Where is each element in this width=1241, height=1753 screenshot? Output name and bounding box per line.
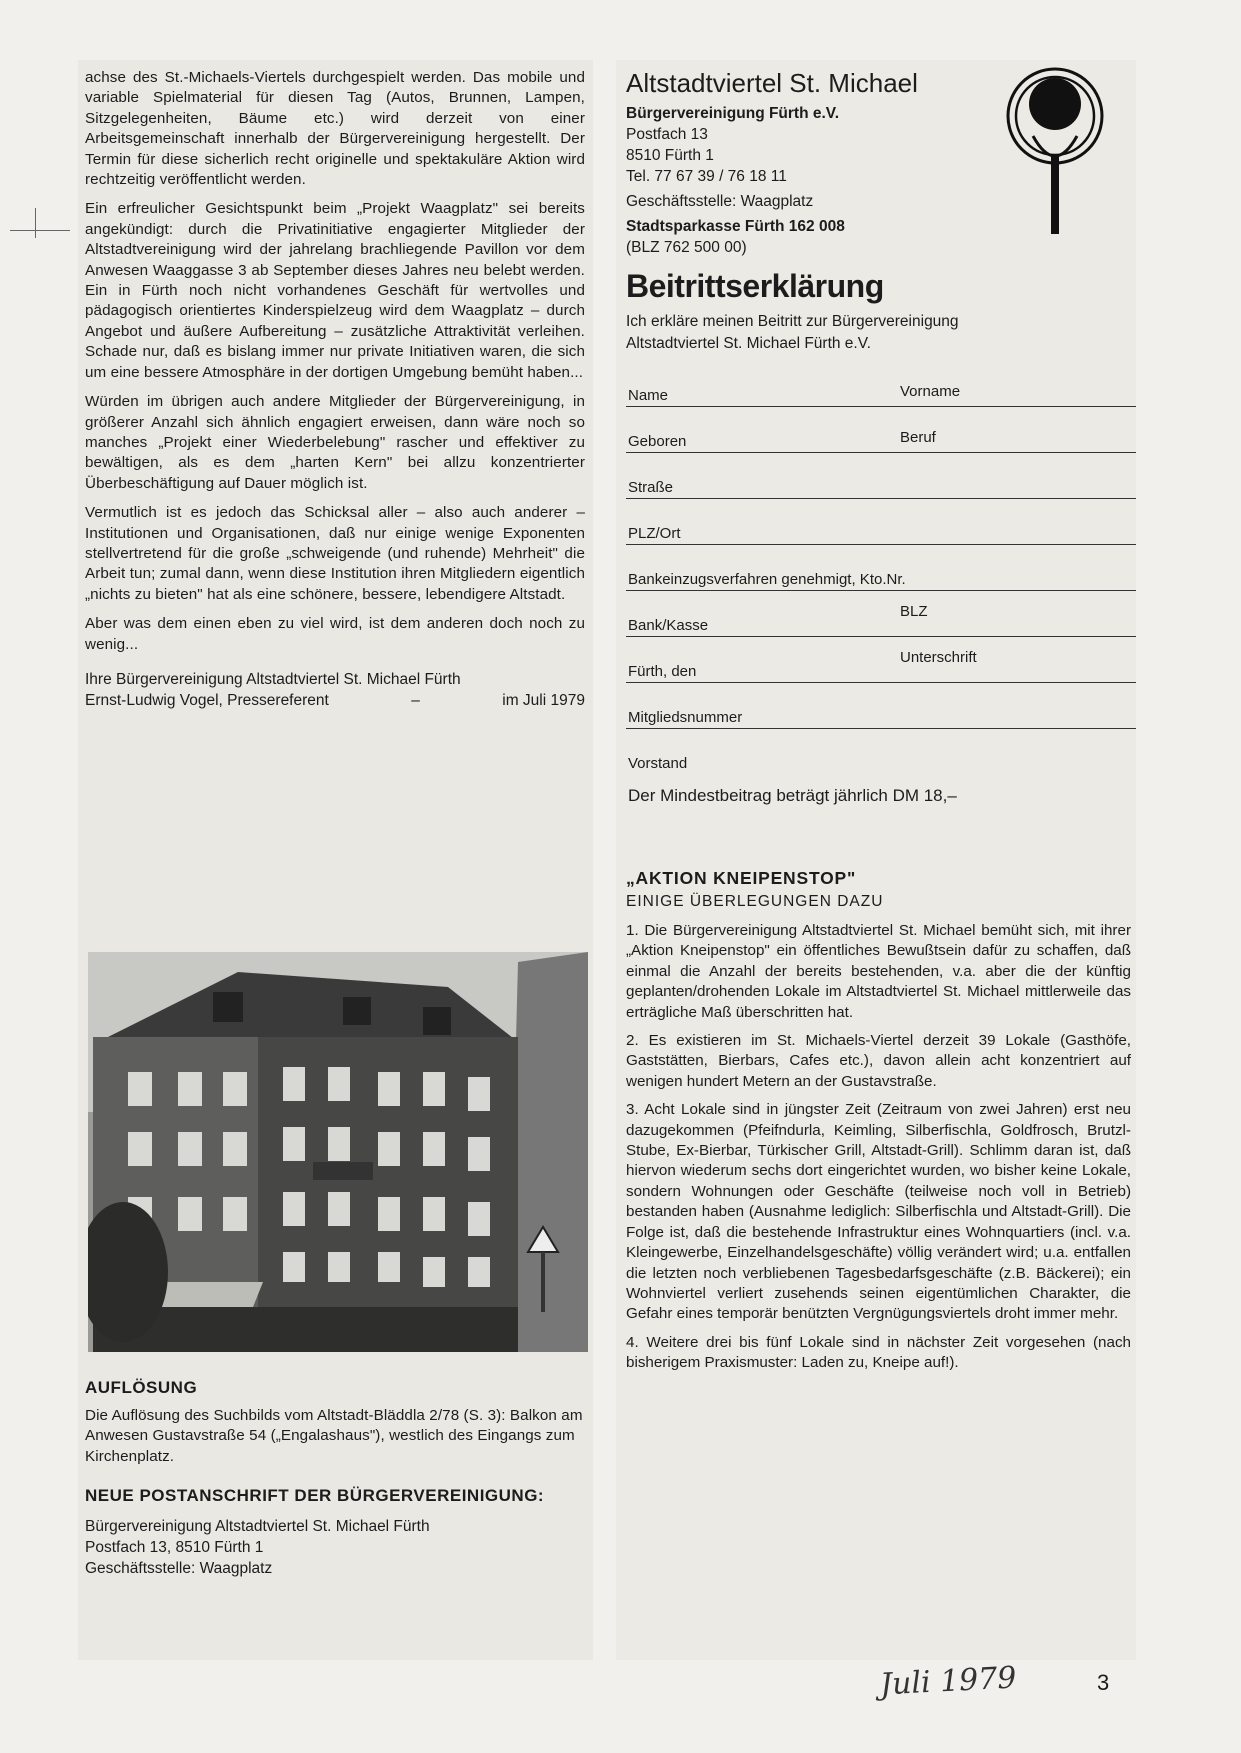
left-paragraph-2: Ein erfreulicher Gesichtspunkt beim „Projekt Waagplatz" sei bereits angekündigt: durch die Privatinitiative engagierter Mitglieder der Altstadtvereinigung wird der jahrelang brachliegende Pavillon vor dem Anwesen Waaggasse 3 ab September dieses Jahres neu belebt werden. Ein in Fürth noch nicht vorhandenes Geschäft für wertvolles und pädagogisch orientiertes Kinderspielzeug wird dem Waagplatz – durch Angebot und äußere Aufbereitung – zusätzliche Attraktivität verleihen. Schade nur, daß es bislang immer nur private Initiativen waren, die sich um eine bessere Atmosphäre in der dortigen Umgebung bemüht haben... — [85, 200, 585, 381]
left-paragraph-1: achse des St.-Michaels-Viertels durchgespielt werden. Das mobile und variable Spielmaterial für diesen Tag (Autos, Brunnen, Lampen, Sitzgelegenheiten, Bäume etc.) wird derzeit von einer Arbeitsgemeinschaft innerhalb der Bürgervereinigung hergestellt. Der Termin für diese sicherlich recht originelle und spektakuläre Aktion wird rechtzeitig veröffentlicht werden. — [85, 69, 585, 189]
form-label: BLZ — [900, 603, 928, 620]
aufloesung-title: AUFLÖSUNG — [85, 1378, 198, 1397]
form-row-vorstand[interactable] — [626, 729, 1136, 774]
form-row-strasse[interactable] — [626, 453, 1136, 499]
org-blz: (BLZ 762 500 00) — [626, 239, 747, 256]
org-address-line: Postfach 13 — [626, 126, 708, 143]
left-column — [85, 68, 585, 711]
signature-dash: – — [411, 691, 420, 709]
beitritt-declaration-2: Altstadtviertel St. Michael Fürth e.V. — [626, 335, 871, 352]
signature-date: im Juli 1979 — [502, 691, 585, 709]
aktion-paragraph-3: 3. Acht Lokale sind in jüngster Zeit (Zeitraum von zwei Jahren) erst neu dazugekommen (Pfeifndurla, Keimling, Silberfischla, Goldfrosch, Brutzl-Stube, Ex-Bierbar, Türkischer Grill, Altstadt-Grill). Schlimm daran ist, daß hiervon wiederum sechs dort eingerichtet wurden, wo bisher keine Lokale, sondern Wohnungen oder Geschäfte (teilweise noch voll in Betrieb) bestanden haben (Ausnahme lediglich: Silberfischla und Altstadt-Grill). Die Folge ist, daß die bestehende Infrastruktur eines Wohnquartiers (incl. v.a. Kleingewerbe, Einzelhandelsgeschäfte) völlig verändert wird; u.a. entfallen die letzten noch verbliebenen Tagesbedarfsgeschäfte (z.B. Bäckerei); ein Wohnviertel verliert zusehends seinen eigentümlichen Charakter, die Gefahr eines temporär benützten Vergnügungsviertels droht immer mehr. — [626, 1101, 1131, 1323]
org-office: Geschäftsstelle: Waagplatz — [626, 193, 814, 210]
org-title: Altstadtviertel St. Michael — [626, 68, 918, 98]
aktion-paragraph-4: 4. Weitere drei bis fünf Lokale sind in nächster Zeit vorgesehen (nach bisherigem Praxismuster: Laden zu, Kneipe auf!). — [626, 1333, 1131, 1372]
beitritt-title: Beitrittserklärung — [626, 268, 884, 304]
postanschrift-title: NEUE POSTANSCHRIFT DER BÜRGERVEREINIGUNG: — [85, 1486, 545, 1506]
form-row-name[interactable] — [626, 361, 1136, 407]
page-number: 3 — [1097, 1670, 1110, 1695]
aktion-subtitle: EINIGE ÜBERLEGUNGEN DAZU — [626, 893, 884, 910]
form-label: Vorname — [900, 383, 961, 400]
left-paragraph-4: Vermutlich ist es jedoch das Schicksal aller – also auch anderer – Institutionen und Organisationen, daß nur einige wenige Exponenten stellvertretend für die große „schweigende (und ruhende) Mehrheit" die Arbeit tun; zumal dann, wenn diese Institution ihren Mitgliedern eigentlich „nichts zu bieten" hat als eine schönere, bessere, lebendigere Altstadt. — [85, 504, 585, 603]
beitritt-form — [626, 361, 1136, 774]
left-paragraph-3: Würden im übrigen auch andere Mitglieder der Bürgervereinigung, in größerer Anzahl sich ähnlich engagiert erweisen, dann wäre noch so manches „Projekt einer Wiederbelebung" rascher und effektiver zu bewältigen, als es dem „harten Kern" bei allzu konzentrierter Überbeschäftigung auf Dauer möglich ist. — [85, 393, 585, 492]
aktion-paragraph-2: 2. Es existieren im St. Michaels-Viertel derzeit 39 Lokale (Gasthöfe, Gaststätten, Bierbars, Cafes etc.), davon allein acht konzentriert auf wenigen hundert Metern an der Gustavstraße. — [626, 1032, 1131, 1090]
form-label: Bank/Kasse — [628, 617, 709, 634]
form-label: Geboren — [628, 433, 687, 450]
beitritt-declaration-1: Ich erkläre meinen Beitritt zur Bürgervereinigung — [626, 313, 959, 330]
org-logo — [993, 66, 1118, 236]
form-label: Mitgliedsnummer — [628, 709, 743, 726]
signature-line-2 — [85, 690, 585, 711]
form-row-fuerth-den[interactable] — [626, 637, 1136, 683]
left-paragraph-5: Aber was dem einen eben zu viel wird, ist dem anderen doch noch zu wenig... — [85, 615, 585, 653]
form-label: Fürth, den — [628, 663, 697, 680]
postanschrift-line: Bürgervereinigung Altstadtviertel St. Michael Fürth — [85, 1518, 430, 1536]
aktion-paragraph-1: 1. Die Bürgervereinigung Altstadtviertel St. Michael bemüht sich, mit ihrer „Aktion Kneipenstop" ein öffentliches Bewußtsein dafür zu schaffen, daß einmal die Anzahl der bereits bestehenden, v.a. aber die der künftig geplanten/drohenden Lokale im Altstadtviertel St. Michael mittlerweile das erträgliche Maß überschritten hat. — [626, 922, 1131, 1021]
margin-mark — [35, 208, 36, 238]
org-phone: Tel. 77 67 39 / 76 18 11 — [626, 168, 787, 185]
postanschrift-line: Geschäftsstelle: Waagplatz — [85, 1560, 273, 1578]
signature-block — [85, 669, 585, 711]
form-label: Straße — [628, 479, 674, 496]
building-photo — [88, 952, 588, 1352]
handwritten-text: Juli 1979 — [879, 1660, 1018, 1703]
aufloesung-text: Die Auflösung des Suchbilds vom Altstadt-Bläddla 2/78 (S. 3): Balkon am Anwesen Gustavstraße 54 („Engalashaus"), westlich des Eingangs zum Kirchenplatz. — [85, 1407, 583, 1465]
form-row-bank[interactable] — [626, 591, 1136, 637]
aktion-title: „AKTION KNEIPENSTOP" — [626, 868, 857, 888]
form-label: Beruf — [900, 429, 936, 446]
form-row-bankeinzug[interactable] — [626, 545, 1136, 591]
form-label: PLZ/Ort — [628, 525, 681, 542]
form-row-geboren[interactable] — [626, 407, 1136, 453]
minimum-contribution: Der Mindestbeitrag beträgt jährlich DM 18,– — [628, 786, 957, 805]
form-label: Bankeinzugsverfahren genehmigt, Kto.Nr. — [628, 571, 906, 588]
form-label: Name — [628, 387, 669, 404]
signature-author: Ernst-Ludwig Vogel, Pressereferent — [85, 691, 329, 709]
org-bank: Stadtsparkasse Fürth 162 008 — [626, 218, 845, 235]
form-label: Vorstand — [628, 755, 688, 772]
handwritten-date — [879, 1660, 1017, 1702]
left-bottom-section — [85, 1378, 585, 1579]
org-subtitle: Bürgervereinigung Fürth e.V. — [626, 105, 840, 122]
postanschrift-address — [85, 1516, 585, 1579]
form-label: Unterschrift — [900, 649, 977, 666]
org-address-line: 8510 Fürth 1 — [626, 147, 714, 164]
form-row-mitgliedsnummer[interactable] — [626, 683, 1136, 729]
right-column — [626, 68, 1131, 1382]
signature-line-1: Ihre Bürgervereinigung Altstadtviertel St. Michael Fürth — [85, 670, 461, 688]
postanschrift-line: Postfach 13, 8510 Fürth 1 — [85, 1539, 264, 1557]
form-row-plz-ort[interactable] — [626, 499, 1136, 545]
margin-mark — [10, 230, 70, 231]
aktion-section — [626, 868, 1131, 1374]
